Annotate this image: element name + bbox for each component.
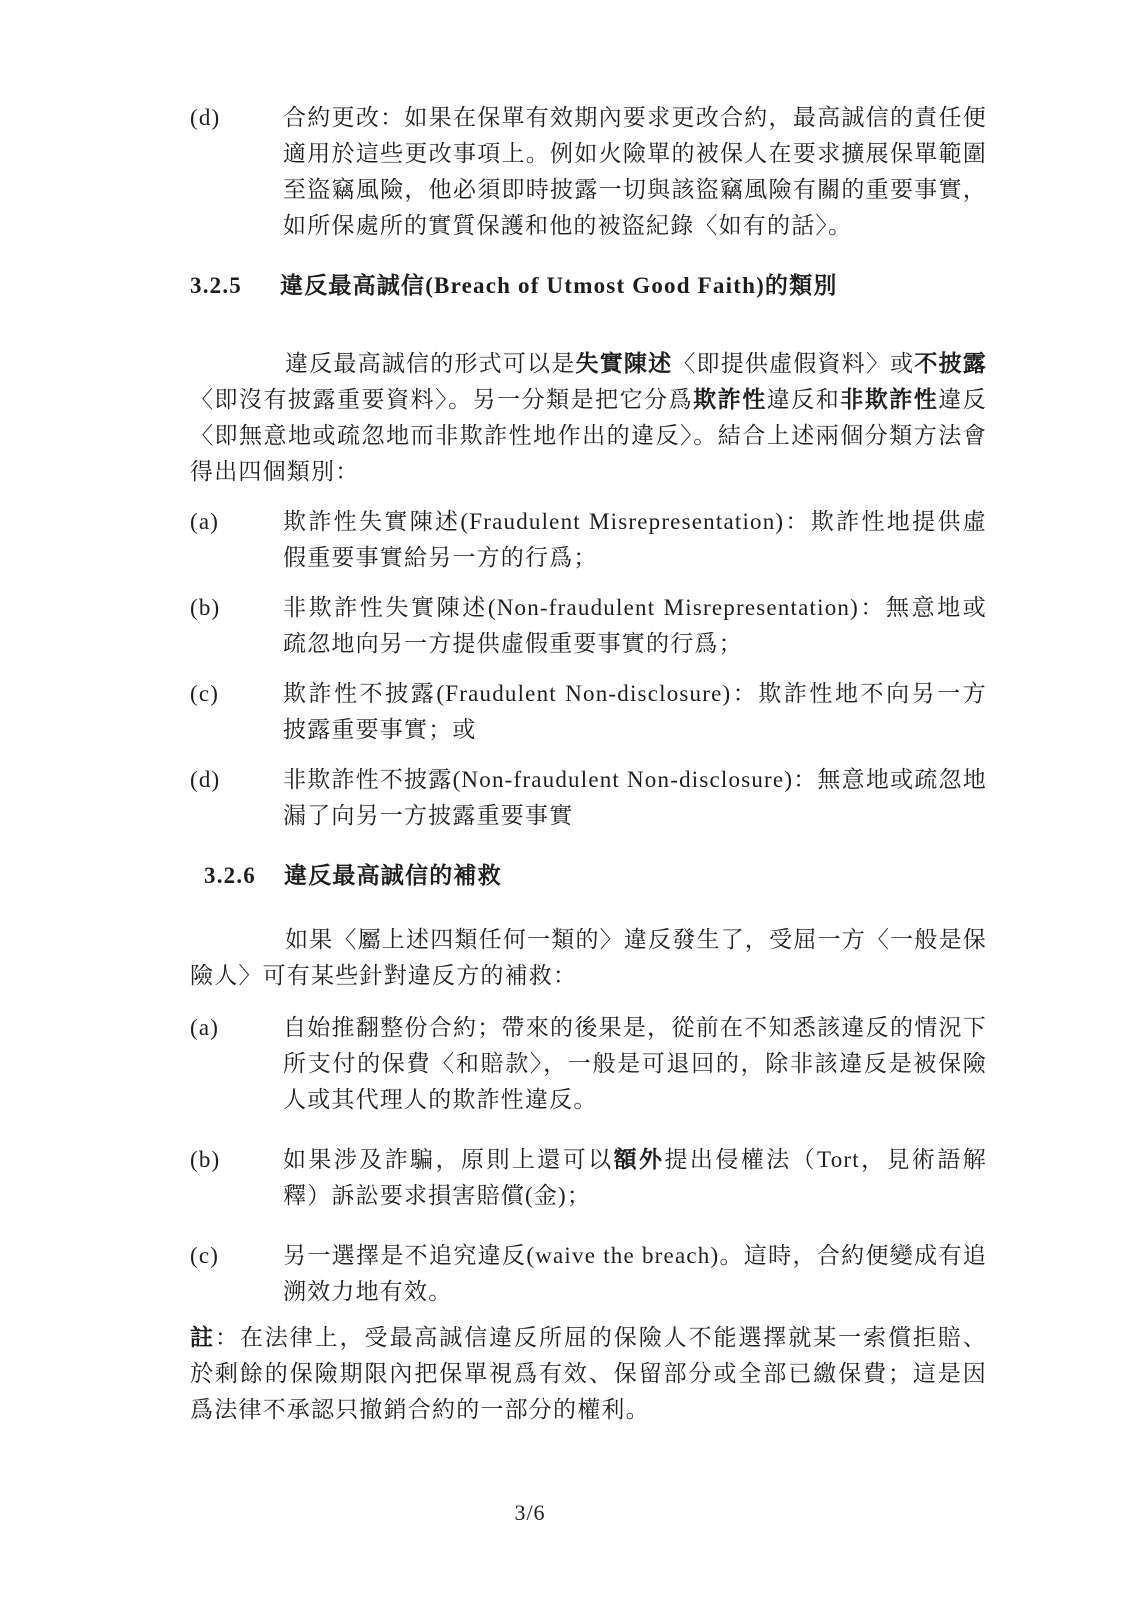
note-paragraph: 註：在法律上，受最高誠信違反所屈的保險人不能選擇就某一索償拒賠、於剩餘的保險期限內把保單視爲有效、保留部分或全部已繳保費；這是因爲法律不承認只撤銷合約的一部分的權利。 <box>190 1325 988 1422</box>
list-item-326-b <box>190 1142 987 1214</box>
list-item-text: 另一選擇是不追究違反(waive the breach)。這時，合約便變成有追溯效力地有效。 <box>283 1243 987 1304</box>
list-item-text: 非欺詐性不披露(Non-fraudulent Non-disclosure)：無意地或疏忽地漏了向另一方披露重要事實 <box>283 767 987 828</box>
paragraph-325-intro: 違反最高誠信的形式可以是失實陳述〈即提供虛假資料〉或不披露〈即沒有披露重要資料〉。另一分類是把它分爲欺詐性違反和非欺詐性違反〈即無意地或疏忽地而非欺詐性地作出的違反〉。結合上述兩個分類方法會得出四個類別： <box>190 351 987 484</box>
list-item-326-c <box>190 1238 987 1310</box>
list-item-text: 合約更改：如果在保單有效期內要求更改合約，最高誠信的責任便適用於這些更改事項上。例如火險單的被保人在要求擴展保單範圍至盜竊風險，他必須即時披露一切與該盜竊風險有關的重要事實，如所保處所的實質保護和他的被盜紀錄〈如有的話〉。 <box>283 105 987 238</box>
section-number: 3.2.5 <box>190 273 242 298</box>
list-item-text: 非欺詐性失實陳述(Non-fraudulent Misrepresentation)：無意地或疏忽地向另一方提供虛假重要事實的行爲； <box>283 595 987 656</box>
section-title: 違反最高誠信(Breach of Utmost Good Faith)的類別 <box>280 273 838 298</box>
page-number: 3/6 <box>514 1500 546 1525</box>
section-title: 違反最高誠信的補救 <box>284 863 502 888</box>
list-item-text: 如果涉及詐騙，原則上還可以額外提出侵權法（Tort，見術語解釋）訴訟要求損害賠償(金)； <box>283 1147 987 1208</box>
list-item-325-a <box>190 504 987 576</box>
list-item-label: (c) <box>190 681 220 706</box>
page-content <box>190 0 987 1428</box>
list-item-label: (b) <box>190 595 221 620</box>
list-item-carryover-d <box>190 100 987 244</box>
list-item-text: 欺詐性失實陳述(Fraudulent Misrepresentation)：欺詐性地提供虛假重要事實給另一方的行爲； <box>283 509 987 570</box>
list-item-label: (d) <box>190 105 221 130</box>
list-item-325-d <box>190 762 987 834</box>
paragraph-326-intro: 如果〈屬上述四類任何一類的〉違反發生了，受屈一方〈一般是保險人〉可有某些針對違反方的補救： <box>190 927 987 988</box>
list-item-326-a <box>190 1010 987 1118</box>
list-item-label: (d) <box>190 767 221 792</box>
list-item-325-c <box>190 676 987 748</box>
list-item-325-b <box>190 590 987 662</box>
list-item-label: (a) <box>190 1015 220 1040</box>
list-item-label: (a) <box>190 509 220 534</box>
section-heading-3-2-5 <box>190 268 987 304</box>
list-item-text: 自始推翻整份合約；帶來的後果是，從前在不知悉該違反的情況下所支付的保費〈和賠款〉，一般是可退回的，除非該違反是被保險人或其代理人的欺詐性違反。 <box>283 1015 987 1112</box>
list-item-label: (b) <box>190 1147 221 1172</box>
section-heading-3-2-6 <box>204 858 987 894</box>
section-number: 3.2.6 <box>204 863 256 888</box>
list-item-label: (c) <box>190 1243 220 1268</box>
list-item-text: 欺詐性不披露(Fraudulent Non-disclosure)：欺詐性地不向另一方披露重要事實；或 <box>283 681 987 742</box>
